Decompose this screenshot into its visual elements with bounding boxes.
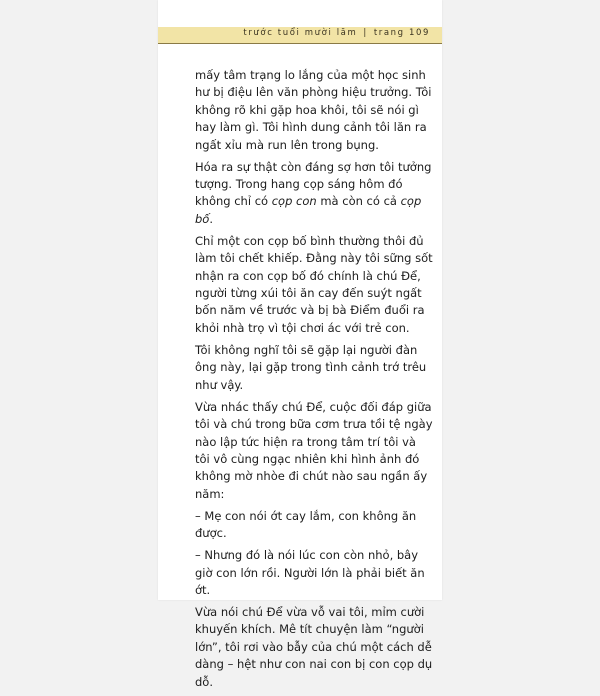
paragraph-1: mấy tâm trạng lo lắng của một học sinh hư bị điệu lên văn phòng hiệu trưởng. Tôi không rõ khi gặp hoa khôi, tôi sẽ nói gì hay làm gì. Tôi hình dung cảnh tôi lăn ra ngất xỉu mà run lên trong bụng. [195,68,432,152]
header-separator: | [363,28,368,38]
page-body [195,67,433,696]
paragraph-5: Vừa nhác thấy chú Để, cuộc đối đáp giữa tôi và chú trong bữa cơm trưa tồi tệ ngày nào lập tức hiện ra trong tâm trí tôi và tôi vô cùng ngạc nhiên khi hình ảnh đó không mờ nhòe đi chút nào sau ngần ấy năm: [195,399,433,501]
paragraph-3: Chỉ một con cọp bố bình thường thôi đủ làm tôi chết khiếp. Đằng này tôi sững sốt nhận ra con cọp bố đó chính là chú Để, người từng xúi tôi ăn cay đến suýt ngất bốn năm về trước và bị bà Điểm đuổi ra khỏi nhà trọ vì tội chơi ác với trẻ con. [195,233,433,335]
paragraph-2 [195,159,433,229]
paragraph-2-text-c: . [209,211,213,226]
paragraph-4: Tôi không nghĩ tôi sẽ gặp lại người đàn ông này, lại gặp trong tình cảnh trớ trêu như vậy. [195,342,427,392]
emphasis-cop-bo: cọp bố [195,194,422,226]
paragraph-8: Vừa nói chú Để vừa vỗ vai tôi, mỉm cười khuyến khích. Mê tít chuyện làm “người lớn”, tôi rơi vào bẫy của chú một cách dễ dàng – hệt như con nai con bị con cọp dụ dỗ. [195,604,433,689]
dialogue-line-1: – Mẹ con nói ớt cay lắm, con không ăn được. [195,508,417,541]
dialogue-line-2: – Nhưng đó là nói lúc con còn nhỏ, bây giờ con lớn rồi. Người lớn là phải biết ăn ớt. [195,548,425,597]
page-number: trang 109 [373,28,430,38]
chapter-title: trước tuổi mười lăm [243,28,358,38]
running-header [158,27,442,44]
paragraph-2-text-b: mà còn có cả [316,194,401,209]
running-header-text [243,28,430,38]
book-page [158,0,442,689]
emphasis-cop-con: cọp con [271,194,317,209]
paragraph-2-text-a: Hóa ra sự thật còn đáng sợ hơn tôi tưởng tượng. Trong hang cọp sáng hôm đó không chỉ có [195,159,432,209]
